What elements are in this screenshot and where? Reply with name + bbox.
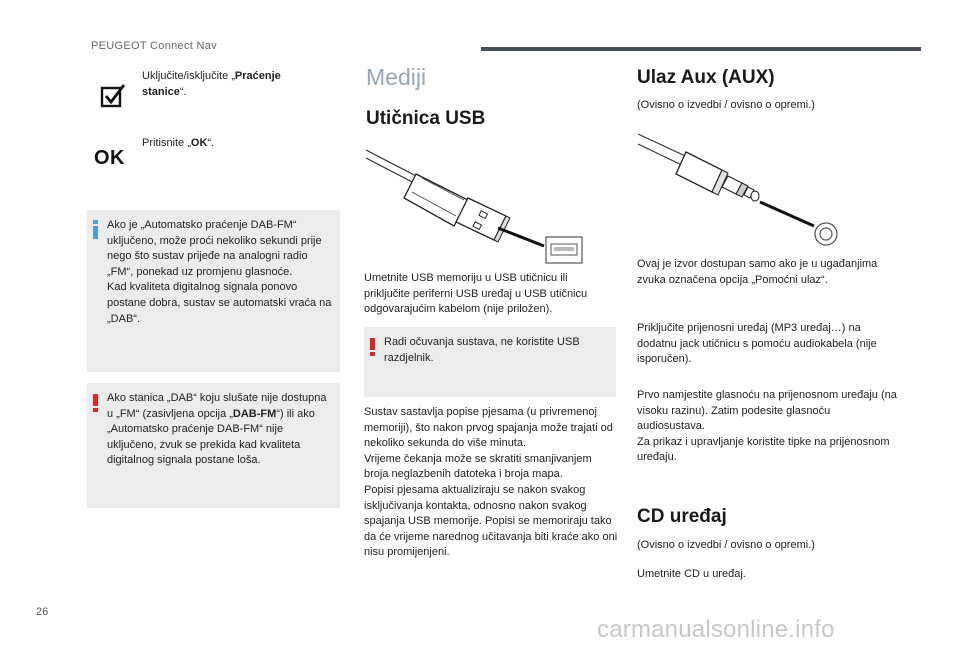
aux-text-2: Priključite prijenosni uređaj (MP3 uređaj…) na dodatnu jack utičnicu s pomoću audiokabela (nije isporučen).	[637, 322, 877, 366]
usb-warning-box	[364, 327, 616, 397]
aux-text-1: Ovaj je izvor dostupan samo ako je u ugađanjima zvuka označena opcija „Pomoćni ulaz“.	[637, 258, 878, 286]
aux-subtitle: (Ovisno o izvedbi / ovisno o opremi.)	[637, 99, 815, 111]
watermark: carmanualsonline.info	[597, 616, 835, 643]
warning-box	[87, 383, 340, 508]
cd-heading: CD uređaj	[637, 506, 727, 527]
warning-icon	[370, 338, 375, 356]
aux-text-3	[637, 388, 899, 466]
step-tracking-text: Uključite/isključite „Praćenje stanice“.	[142, 70, 281, 98]
usb-warning-text: Radi očuvanja sustava, ne koristite USB razdjelnik.	[384, 336, 580, 364]
info-text-1: Ako je „Automatsko praćenje DAB-FM“ uključeno, može proći nekoliko sekundi prije nego što sustav prijeđe na analogni radio „FM“, ponekad uz promjenu glasnoće.	[107, 219, 322, 278]
info-icon	[93, 220, 98, 239]
ok-icon: OK	[94, 147, 125, 169]
running-header: PEUGEOT Connect Nav	[91, 40, 217, 52]
warning-text: Ako stanica „DAB“ koju slušate nije dostupna u „FM“ (zasivljena opcija „DAB-FM“) ili ako „Automatsko praćenje DAB-FM“ nije uključeno, zvuk se prekida kad kvaliteta digitalnog signala postane loša.	[107, 392, 327, 467]
aux-text-3-p1: Prvo namjestite glasnoću na prijenosnom uređaju (na visoku razinu). Zatim podesite glasnoću audiosustava.	[637, 389, 897, 433]
page-number: 26	[36, 606, 49, 618]
warning-icon	[93, 394, 98, 412]
usb-heading: Utičnica USB	[366, 108, 486, 129]
usb-playlist-p2: Vrijeme čekanja može se skratiti smanjivanjem broja neglazbenih datoteka i broja mapa.	[364, 452, 592, 481]
info-box	[87, 210, 340, 372]
usb-playlist-text	[364, 405, 618, 561]
header-bar	[481, 47, 921, 51]
usb-plug-illustration	[360, 140, 600, 268]
cd-text: Umetnite CD u uređaj.	[637, 568, 746, 580]
section-title: Mediji	[366, 64, 427, 90]
usb-playlist-p1: Sustav sastavlja popise pjesama (u privremenoj memoriji), što nakon prvog spajanja može trajati od nekoliko sekunda do više minuta.	[364, 406, 613, 450]
usb-playlist-p3: Popisi pjesama aktualiziraju se nakon svakog isključivanja kontakta, odnosno nakon svakog spajanja USB memorije. Popisi se memoriraju tako da će vrijeme narednog učitavanja biti kraće ako oni nisu promijenjeni.	[364, 483, 618, 559]
checkbox-icon	[100, 83, 126, 109]
aux-heading: Ulaz Aux (AUX)	[637, 67, 775, 88]
step-ok-text: Pritisnite „OK“.	[142, 137, 215, 149]
aux-text-3-p2: Za prikaz i upravljanje koristite tipke na prijenosnom uređaju.	[637, 435, 890, 464]
info-text-2: Kad kvaliteta digitalnog signala ponovo postane dobra, sustav se automatski vraća na „DAB“.	[107, 281, 332, 325]
aux-jack-illustration	[634, 130, 842, 250]
usb-instruction: Umetnite USB memoriju u USB utičnicu ili priključite periferni USB uređaj u USB utičnicu odgovarajućim kabelom (nije priložen).	[364, 272, 588, 316]
cd-subtitle: (Ovisno o izvedbi / ovisno o opremi.)	[637, 539, 815, 551]
